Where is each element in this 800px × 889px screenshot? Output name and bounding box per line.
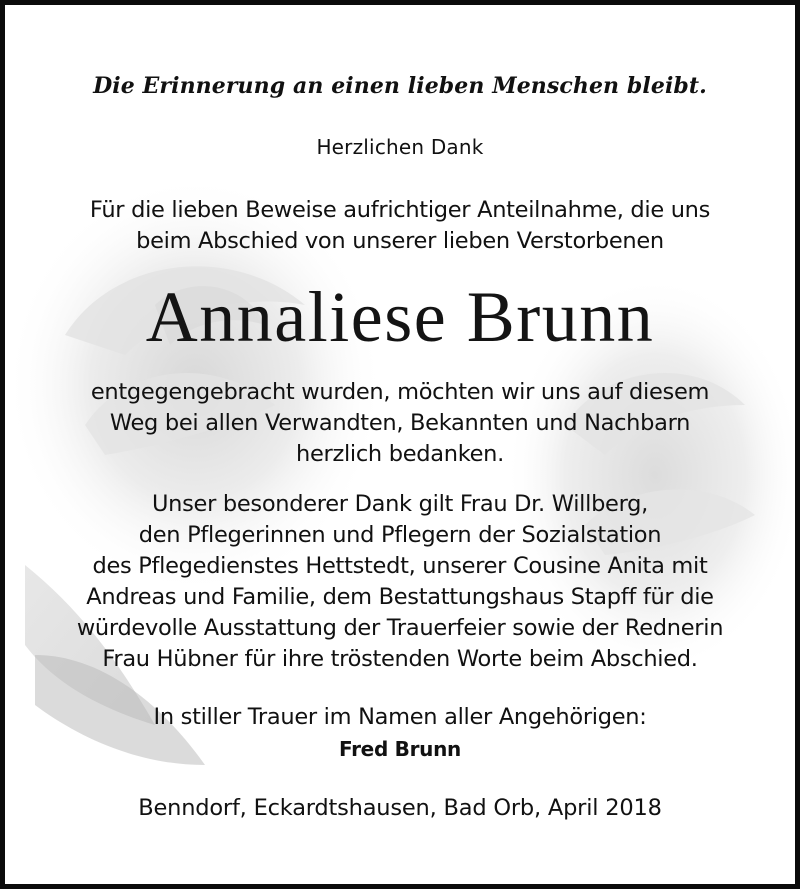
motto-heading: Die Erinnerung an einen lieben Menschen bleibt.	[93, 73, 707, 99]
text-line: würdevolle Ausstattung der Trauerfeier sowie der Rednerin	[76, 615, 724, 641]
closing-line: In stiller Trauer im Namen aller Angehörigen:	[153, 704, 647, 730]
text-line: herzlich bedanken.	[296, 441, 504, 467]
text-line: den Pflegerinnen und Pflegern der Sozialstation	[138, 522, 662, 548]
text-line: beim Abschied von unserer lieben Verstorbenen	[136, 228, 664, 254]
closing-block	[5, 701, 795, 765]
text-line: entgegengebracht wurden, möchten wir uns auf diesem	[90, 379, 710, 405]
signer-name: Fred Brunn	[339, 737, 461, 761]
text-line: des Pflegedienstes Hettstedt, unserer Cousine Anita mit	[92, 553, 708, 579]
deceased-name: Annaliese Brunn	[145, 277, 655, 357]
text-line: Frau Hübner für ihre tröstenden Worte beim Abschied.	[102, 646, 698, 672]
text-line: Andreas und Familie, dem Bestattungshaus Stapff für die	[86, 584, 714, 610]
text-line: Unser besonderer Dank gilt Frau Dr. Willberg,	[151, 491, 648, 517]
thanks-title: Herzlichen Dank	[316, 135, 484, 159]
places-and-date: Benndorf, Eckardtshausen, Bad Orb, April 2018	[138, 795, 662, 821]
intro-paragraph	[5, 195, 795, 257]
thanks-paragraph	[5, 377, 795, 470]
special-thanks-paragraph	[5, 489, 795, 675]
text-line: Weg bei allen Verwandten, Bekannten und Nachbarn	[109, 410, 691, 436]
text-line: Für die lieben Beweise aufrichtiger Anteilnahme, die uns	[89, 197, 711, 223]
